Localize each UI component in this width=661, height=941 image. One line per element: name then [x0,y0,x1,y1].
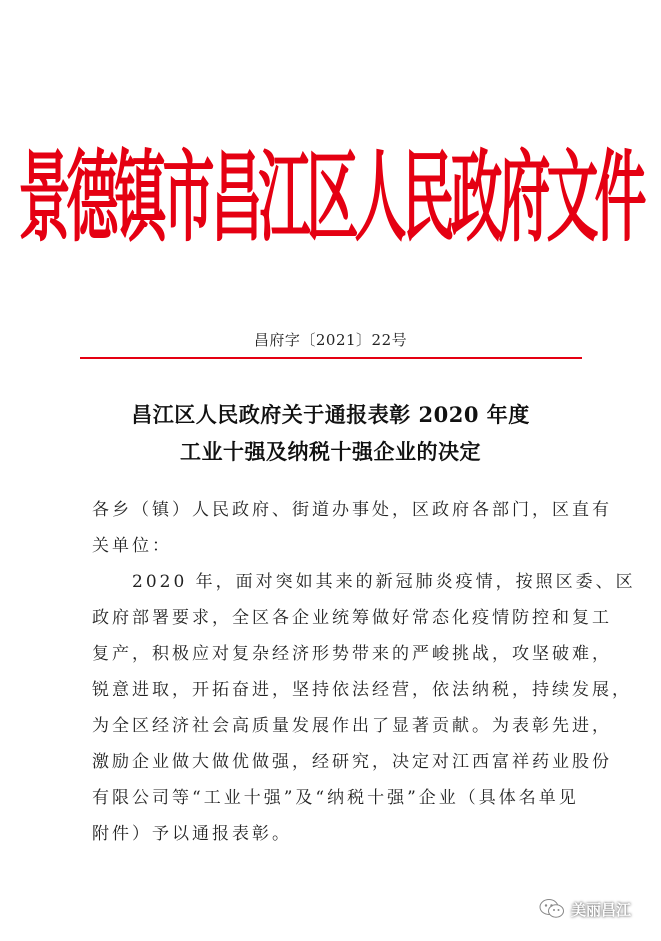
body-line: 激励企业做大做优做强，经研究，决定对江西富祥药业股份 [92,752,612,772]
body-line: 有限公司等“工业十强”及“纳税十强”企业（具体名单见 [92,788,579,808]
wechat-watermark [539,896,631,922]
watermark-text: 美丽昌江 [570,900,631,919]
body-line: 锐意进取，开拓奋进，坚持依法经营，依法纳税，持续发展， [92,680,632,700]
body-line: 政府部署要求，全区各企业统筹做好常态化疫情防控和复工 [92,608,612,628]
main-title-line-2: 工业十强及纳税十强企业的决定 [180,439,481,464]
body-line: 为全区经济社会高质量发展作出了显著贡献。为表彰先进， [92,716,612,736]
body-line: 关单位： [92,536,172,556]
header-red-rule [80,357,582,359]
document-number: 昌府字〔2021〕22号 [253,331,408,349]
document-header-title: 景德镇市昌江区人民政府文件 [18,140,643,257]
body-line: 复产，积极应对复杂经济形势带来的严峻挑战，攻坚破难， [92,644,612,664]
wechat-icon [539,898,565,920]
body-line: 各乡（镇）人民政府、街道办事处，区政府各部门，区直有 [92,500,612,520]
body-line: 2020 年，面对突如其来的新冠肺炎疫情，按照区委、区 [92,572,636,592]
body-line: 附件）予以通报表彰。 [92,824,292,844]
main-title-line-1: 昌江区人民政府关于通报表彰 2020 年度 [131,402,530,427]
